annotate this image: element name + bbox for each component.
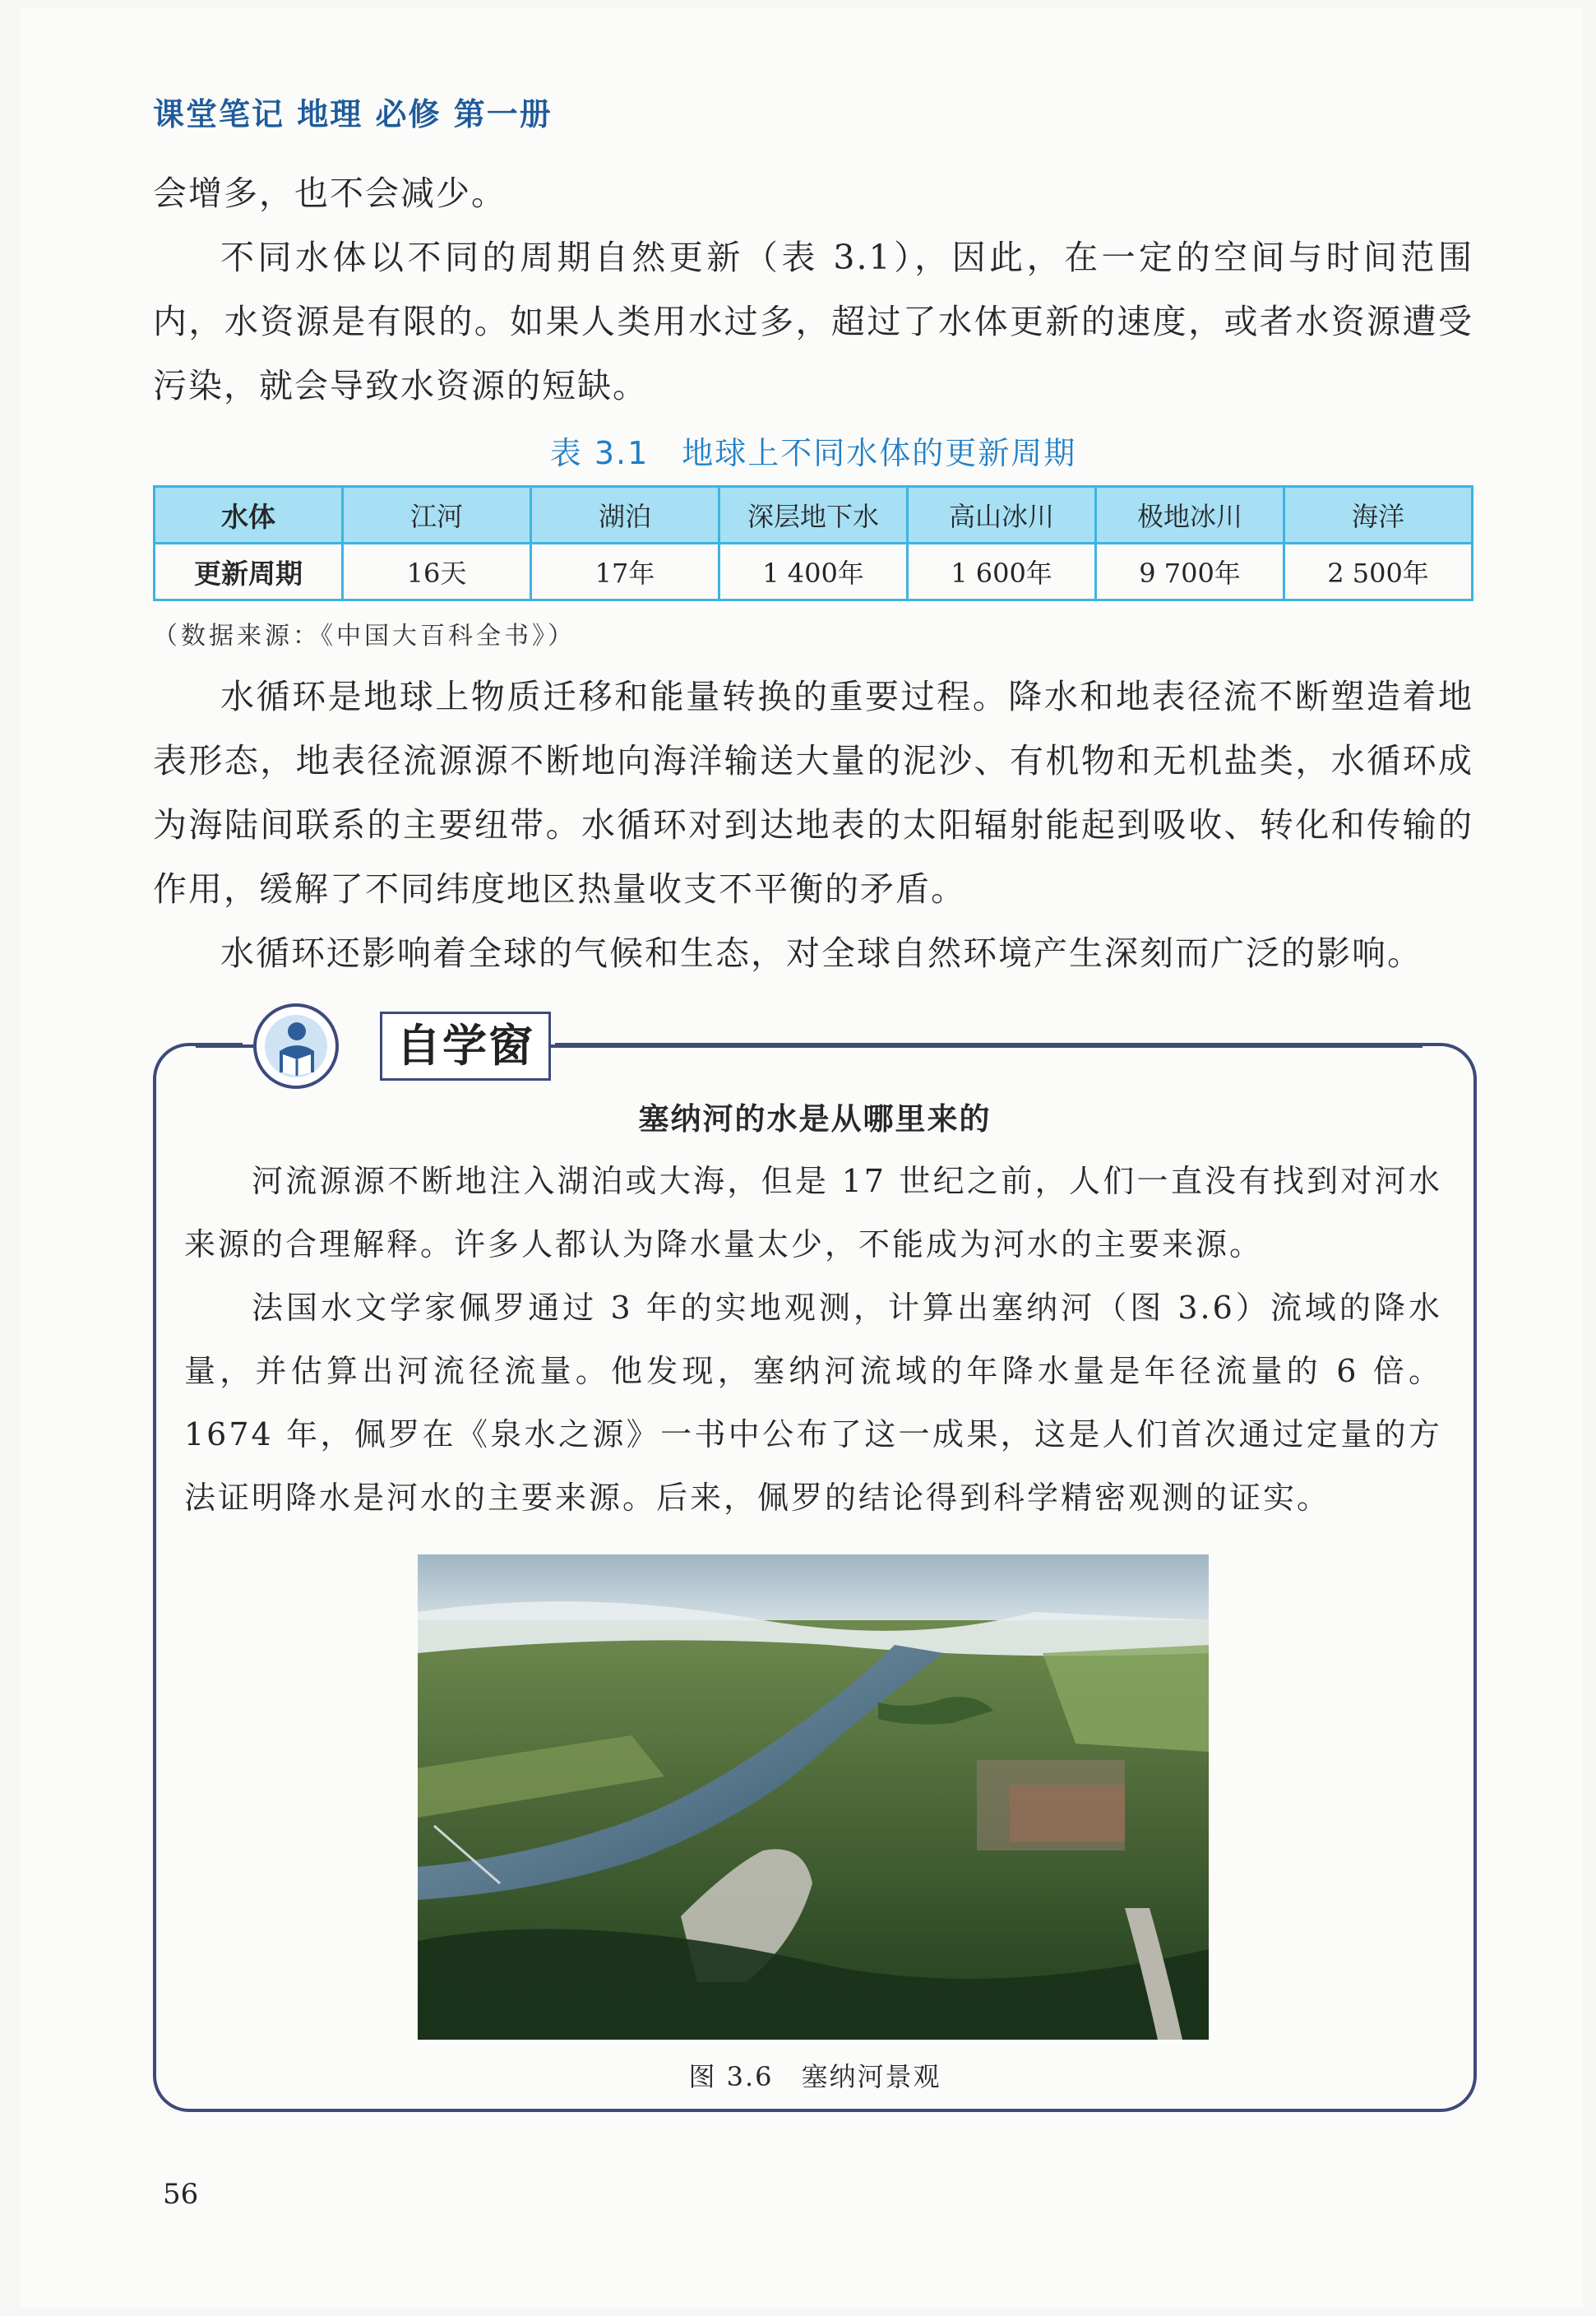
table-cell: 9 700年 [1096, 544, 1284, 600]
paragraph-climate: 水循环还影响着全球的气候和生态，对全球自然环境产生深刻而广泛的影响。 [220, 933, 1423, 973]
reader-icon [253, 1003, 339, 1089]
table-cell: 湖泊 [531, 487, 719, 544]
box-label: 自学窗 [380, 1012, 551, 1081]
table-row [155, 544, 1473, 600]
box-rule-left [196, 1045, 253, 1048]
box-paragraph: 法国水文学家佩罗通过 3 年的实地观测，计算出塞纳河（图 3.6）流域的降水量，并估算出河流径流量。他发现，塞纳河流域的年降水量是年径流量的 6 倍。1674 年，佩罗在《泉水之源》一书中公布了这一成果，这是人们首次通过定量的方法证明降水是河水的主要来源。后来，佩罗的结论得到科学精密观测的证实。 [184, 1290, 1442, 1516]
table-cell: 16天 [343, 544, 531, 600]
seine-river-photo [418, 1554, 1209, 2040]
table-cell: 17年 [531, 544, 719, 600]
table-cell: 1 400年 [719, 544, 908, 600]
table-cell: 海洋 [1284, 487, 1473, 544]
box-paragraph: 河流源源不断地注入湖泊或大海，但是 17 世纪之前，人们一直没有找到对河水来源的合理解释。许多人都认为降水量太少，不能成为河水的主要来源。 [184, 1163, 1442, 1262]
page-number: 56 [163, 2178, 199, 2211]
renewal-table [153, 485, 1473, 601]
middle-text [153, 665, 1473, 985]
table-header-row [155, 487, 1473, 544]
reader-figure [271, 1018, 322, 1076]
box-text [184, 1150, 1442, 1530]
table-source: （数据来源：《中国大百科全书》） [153, 622, 576, 651]
table-cell: 水体 [155, 487, 343, 544]
table-title: 表 3.1 地球上不同水体的更新周期 [549, 435, 1077, 471]
box-rule-right [551, 1045, 1423, 1048]
paragraph-water-renewal: 不同水体以不同的周期自然更新（表 3.1），因此，在一定的空间与时间范围内，水资源是有限的。如果人类用水过多，超过了水体更新的速度，或者水资源遭受污染，就会导致水资源的短缺。 [153, 238, 1473, 405]
figure-caption: 图 3.6 塞纳河景观 [688, 2061, 941, 2092]
box-subtitle: 塞纳河的水是从哪里来的 [638, 1101, 992, 1137]
table-cell: 高山冰川 [908, 487, 1096, 544]
table-cell: 极地冰川 [1096, 487, 1284, 544]
paragraph-water-cycle: 水循环是地球上物质迁移和能量转换的重要过程。降水和地表径流不断塑造着地表形态，地表径流源源不断地向海洋输送大量的泥沙、有机物和无机盐类，水循环成为海陆间联系的主要纽带。水循环对到达地表的太阳辐射能起到吸收、转化和传输的作用，缓解了不同纬度地区热量收支不平衡的矛盾。 [153, 677, 1473, 909]
table-cell: 深层地下水 [719, 487, 908, 544]
book-header: 课堂笔记 地理 必修 第一册 [153, 96, 553, 132]
paragraph-continued: 会增多，也不会减少。 [153, 174, 507, 213]
table-cell: 1 600年 [908, 544, 1096, 600]
table-cell: 江河 [343, 487, 531, 544]
table-cell: 更新周期 [155, 544, 343, 600]
seine-landscape-illustration [418, 1554, 1209, 2040]
table-cell: 2 500年 [1284, 544, 1473, 600]
top-text [153, 161, 1473, 418]
